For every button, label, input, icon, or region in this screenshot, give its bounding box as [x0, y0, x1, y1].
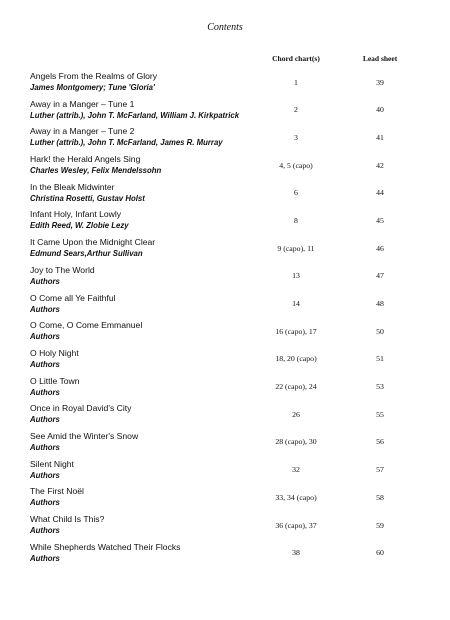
- chord-chart-pages: 2: [294, 105, 298, 115]
- song-title: Hark! the Herald Angels Sing: [30, 154, 141, 165]
- contents-entry: [30, 403, 420, 431]
- song-title: Away in a Manger – Tune 2: [30, 126, 135, 137]
- song-authors: Authors: [30, 553, 60, 563]
- lead-sheet-page: 56: [376, 437, 384, 447]
- contents-entry: [30, 486, 420, 514]
- chord-chart-pages: 3: [294, 132, 298, 142]
- song-title: O Little Town: [30, 375, 80, 386]
- contents-entry: [30, 376, 420, 404]
- song-title: Once in Royal David's City: [30, 403, 132, 414]
- chord-chart-pages: 22 (capo), 24: [275, 382, 317, 392]
- lead-sheet-page: 47: [376, 271, 384, 281]
- lead-sheet-page: 46: [376, 243, 384, 253]
- chord-chart-column-header: Chord chart(s): [272, 54, 320, 63]
- lead-sheet-page: 44: [376, 188, 384, 198]
- chord-chart-pages: 26: [292, 409, 300, 419]
- lead-sheet-page: 57: [376, 465, 384, 475]
- chord-chart-pages: 14: [292, 299, 300, 308]
- chord-chart-pages: 4, 5 (capo): [279, 160, 313, 170]
- song-authors: Authors: [30, 442, 60, 452]
- song-authors: Authors: [30, 415, 60, 425]
- lead-sheet-page: 60: [376, 548, 384, 558]
- chord-chart-pages: 9 (capo), 11: [277, 243, 315, 253]
- song-title: O Holy Night: [30, 347, 79, 358]
- song-authors: Authors: [30, 526, 60, 535]
- contents-entry: [30, 293, 420, 321]
- contents-entry: [30, 237, 420, 265]
- song-authors: Luther (attrib.), John T. McFarland, James R. Murray: [30, 138, 223, 148]
- page-title: Contents: [207, 22, 243, 33]
- lead-sheet-page: 55: [376, 409, 384, 419]
- lead-sheet-page: 51: [376, 354, 384, 364]
- song-authors: Luther (attrib.), John T. McFarland, William J. Kirkpatrick: [30, 110, 240, 120]
- chord-chart-pages: 6: [294, 188, 298, 198]
- song-title: In the Bleak Midwinter: [30, 181, 115, 192]
- song-authors: Charles Wesley, Felix Mendelssohn: [30, 166, 162, 176]
- song-title: The First Noël: [30, 486, 84, 497]
- chord-chart-pages: 38: [292, 548, 300, 558]
- lead-sheet-page: 45: [376, 215, 384, 225]
- song-authors: Authors: [30, 359, 60, 369]
- chord-chart-pages: 1: [294, 77, 298, 87]
- song-authors: Authors: [30, 387, 60, 397]
- lead-sheet-column-header: Lead sheet: [362, 54, 398, 63]
- contents-entry: [30, 320, 420, 348]
- lead-sheet-page: 59: [376, 520, 384, 530]
- chord-chart-pages: 8: [294, 215, 298, 225]
- lead-sheet-page: 53: [376, 382, 384, 392]
- chord-chart-pages: 13: [292, 271, 300, 281]
- song-title: Silent Night: [30, 458, 74, 469]
- song-title: Infant Holy, Infant Lowly: [30, 209, 122, 220]
- contents-entry: [30, 71, 420, 99]
- chord-chart-pages: 28 (capo), 30: [275, 437, 317, 447]
- lead-sheet-page: 48: [376, 299, 384, 308]
- song-authors: Edith Reed, W. Zlobie Lezy: [30, 221, 129, 231]
- song-authors: Authors: [30, 470, 60, 480]
- song-title: Joy to The World: [30, 264, 95, 275]
- lead-sheet-page: 42: [376, 160, 384, 170]
- chord-chart-pages: 16 (capo), 17: [275, 326, 317, 336]
- song-authors: Authors: [30, 498, 60, 508]
- lead-sheet-page: 50: [376, 326, 384, 336]
- song-authors: Christina Rosetti, Gustav Holst: [30, 193, 145, 203]
- lead-sheet-page: 40: [376, 105, 384, 115]
- contents-entry: [30, 348, 420, 376]
- contents-entry: [30, 265, 420, 293]
- song-title: Angels From the Realms of Glory: [30, 71, 158, 81]
- contents-entry: [30, 431, 420, 459]
- song-title: See Amid the Winter's Snow: [30, 430, 139, 441]
- chord-chart-pages: 36 (capo), 37: [275, 520, 317, 530]
- contents-entry: [30, 182, 420, 210]
- song-title: O Come all Ye Faithful: [30, 292, 116, 303]
- song-title: It Came Upon the Midnight Clear: [30, 237, 156, 248]
- chord-chart-pages: 18, 20 (capo): [275, 354, 317, 364]
- song-title: While Shepherds Watched Their Flocks: [30, 541, 181, 552]
- lead-sheet-page: 41: [376, 132, 384, 142]
- contents-entry: [30, 514, 420, 542]
- song-title: Away in a Manger – Tune 1: [30, 98, 135, 109]
- chord-chart-pages: 32: [292, 465, 300, 475]
- chord-chart-pages: 33, 34 (capo): [275, 492, 317, 502]
- contents-entry: [30, 209, 420, 237]
- contents-entry: [30, 154, 420, 182]
- song-authors: Authors: [30, 304, 60, 314]
- song-title: O Come, O Come Emmanuel: [30, 320, 143, 331]
- contents-entry: [30, 126, 420, 154]
- song-title: What Child Is This?: [30, 514, 105, 524]
- contents-entry: [30, 542, 420, 570]
- song-authors: James Montgomery; Tune 'Gloria': [30, 83, 155, 92]
- lead-sheet-page: 58: [376, 492, 384, 502]
- song-authors: Authors: [30, 332, 60, 342]
- contents-list: [30, 71, 420, 569]
- lead-sheet-page: 39: [376, 77, 384, 87]
- contents-entry: [30, 459, 420, 487]
- song-authors: Authors: [30, 276, 60, 286]
- song-authors: Edmund Sears,Arthur Sullivan: [30, 249, 143, 259]
- contents-entry: [30, 99, 420, 127]
